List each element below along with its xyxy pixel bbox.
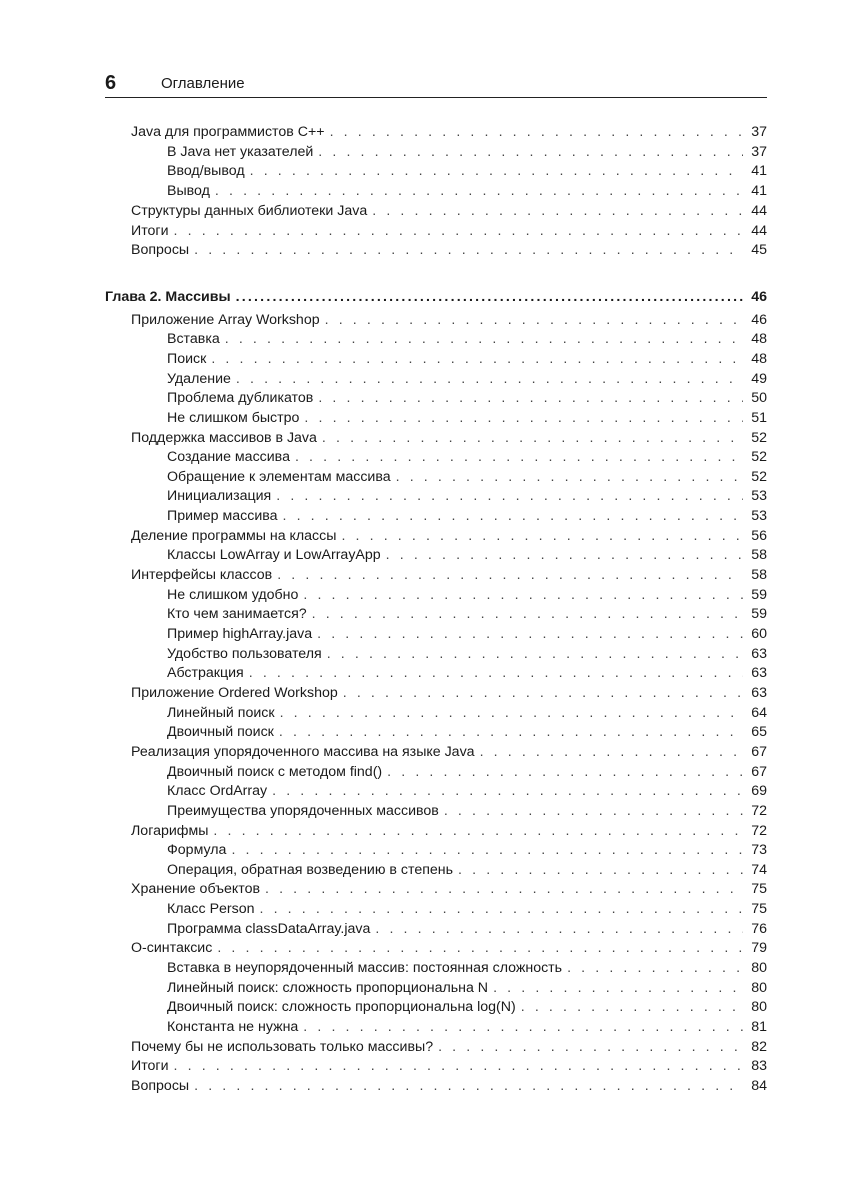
dot-leader [322,430,743,447]
dot-leader [312,606,743,623]
toc-entry-page: 75 [751,881,767,898]
toc-entry-title: Двоичный поиск [167,724,274,741]
toc-entry-title: Деление программы на классы [131,527,337,544]
toc-entry-title: Приложение Ordered Workshop [131,684,338,701]
toc-entry-title: Поддержка массивов в Java [131,429,317,446]
toc-entry [167,485,767,505]
toc-entry-title: Вывод [167,183,210,200]
toc-entry-page: 72 [751,822,767,839]
dot-leader [303,587,743,604]
dot-leader [372,203,743,220]
toc-entry [167,996,767,1016]
toc-entry-title: Логарифмы [131,822,209,839]
toc-entry-title: Преимущества упорядоченных массивов [167,802,439,819]
dot-leader [480,744,743,761]
toc-entry-page: 58 [751,547,767,564]
toc-entry-page: 73 [751,842,767,859]
toc-entry-title: Итоги [131,222,169,239]
toc-entry [131,427,767,447]
dot-leader [276,488,743,505]
toc-entry-title: Не слишком быстро [167,409,300,426]
toc-entry-title: Хранение объектов [131,881,260,898]
toc-entry [131,1055,767,1075]
dot-leader [386,547,743,564]
toc-entry-page: 81 [751,1019,767,1035]
toc-entry-page: 72 [751,802,767,819]
toc-entry-title: Программа classDataArray.java [167,920,371,937]
toc-entry-title: Линейный поиск [167,704,275,721]
dot-leader [213,823,743,840]
toc-entry-title: Двоичный поиск с методом find() [167,763,383,780]
toc-entry-title: Операция, обратная возведению в степень [167,861,454,878]
toc-entry-page: 76 [751,920,767,937]
toc-entry [167,348,767,368]
toc-entry [167,387,767,407]
toc-entry-page: 49 [751,370,767,387]
toc-entry-title: Классы LowArray и LowArrayApp [167,547,381,564]
toc-entry [131,200,767,220]
toc-entry [131,525,767,545]
toc-entry [167,544,767,564]
toc-entry-page: 58 [751,567,767,583]
toc-entry-title: Ввод/вывод [167,163,245,180]
dot-leader [458,862,743,879]
toc-entry [131,937,767,957]
toc-entry [167,160,767,180]
toc-entry-page: 50 [751,390,767,407]
toc-entry [167,859,767,879]
dot-leader [295,449,743,466]
dot-leader [318,390,743,407]
dot-leader [375,921,743,938]
dot-leader [318,144,743,161]
toc-entry-title: Вставка [167,331,220,348]
dot-leader [317,626,743,643]
toc-entry [131,564,767,584]
dot-leader [304,410,743,427]
toc-entry-page: 48 [751,331,767,348]
dot-leader [211,351,743,368]
toc-entry-page: 37 [751,124,767,140]
toc-entry-page: 53 [751,488,767,505]
dot-leader [438,1039,743,1056]
dot-leader [231,842,743,859]
page-number: 6 [105,72,117,94]
toc-entry-page: 52 [751,449,767,466]
toc-entry-page: 67 [751,743,767,760]
toc-entry-page: 56 [751,527,767,544]
toc-entry-page: 74 [751,861,767,878]
dot-leader [396,469,743,486]
toc-entry-title: Почему бы не использовать только массивы? [131,1038,434,1055]
toc-entry-title: Итоги [131,1058,169,1075]
toc-entry [167,407,767,427]
toc-entry-title: Java для программистов C++ [131,124,325,140]
dot-leader [330,124,743,141]
toc-entry-page: 51 [751,409,767,426]
toc-entry-title: Класс Person [167,901,255,918]
toc-entry-page: 80 [751,979,767,996]
toc-entry [131,820,767,840]
toc-entry-title: Структуры данных библиотеки Java [131,202,368,219]
dot-leader [341,528,743,545]
dot-leader [249,665,743,682]
dot-leader [387,764,743,781]
toc-entry [167,643,767,663]
toc-entry [167,761,767,781]
toc-entry-title: Пример массива [167,508,278,525]
dot-leader [260,901,743,918]
dot-leader [272,783,743,800]
toc-entry-title: Удаление [167,370,231,387]
toc-entry [167,505,767,525]
dot-leader [194,242,743,259]
toc-entry-title: Линейный поиск: сложность пропорциональна N [167,979,489,996]
toc-entry [167,446,767,466]
toc-entry-page: 65 [751,724,767,741]
toc-entry [167,898,767,918]
toc-entry [131,741,767,761]
toc-entry-page: 41 [751,183,767,200]
toc-entry-page: 64 [751,704,767,721]
toc-entry [131,1075,767,1095]
dot-leader [174,223,743,240]
dot-leader [493,980,743,997]
toc-entry-page: 63 [751,684,767,701]
dot-leader [174,1058,743,1075]
toc-entry-title: Интерфейсы классов [131,567,273,583]
toc-entry [167,603,767,623]
dot-leader [194,1078,743,1095]
toc-entry [167,466,767,486]
toc-entry-page: 69 [751,783,767,800]
toc-entry-page: 83 [751,1058,767,1075]
toc-entry-page: 52 [751,468,767,485]
dot-leader [444,803,743,820]
dot-leader [325,312,743,329]
toc-entry [167,623,767,643]
dot-leader [265,881,743,898]
toc-entry-page: 84 [751,1077,767,1094]
toc-entry-page: 46 [751,311,767,328]
toc-entry-title: Реализация упорядоченного массива на языке Java [131,743,475,760]
toc-entry [167,584,767,604]
toc-entry-page: 46 [751,289,767,305]
toc-entry-page: 44 [751,222,767,239]
toc-entry [167,662,767,682]
dot-leader [215,183,743,200]
toc-entry-title: Не слишком удобно [167,586,299,603]
toc-entry [167,141,767,161]
toc-entry [167,918,767,938]
toc-entry [131,309,767,329]
toc-entry-title: Константа не нужна [167,1019,299,1035]
toc-entry-page: 67 [751,763,767,780]
toc-entry [167,780,767,800]
toc-entry [167,839,767,859]
toc-entry-title: O-синтаксис [131,940,213,957]
toc-entry [167,800,767,820]
dot-leader [521,999,743,1016]
toc-entry [167,368,767,388]
toc-entry-page: 59 [751,586,767,603]
dot-leader [343,685,743,702]
toc-entry-title: Формула [167,842,227,859]
toc-entry-title: Поиск [167,350,207,367]
dot-leader [327,646,743,663]
toc-entry-page: 41 [751,163,767,180]
toc-entry-page: 82 [751,1038,767,1055]
dot-leader [279,724,743,741]
toc-entry-title: В Java нет указателей [167,143,314,160]
toc-entry-title: Кто чем занимается? [167,606,307,623]
toc-entry-title: Вопросы [131,242,190,259]
toc-entry-page: 60 [751,626,767,642]
toc-entry-title: Инициализация [167,488,272,505]
toc-entry-title: Удобство пользователя [167,645,322,662]
toc-entry-page: 37 [751,143,767,160]
dot-leader [236,289,743,306]
toc-entry [167,977,767,997]
toc-entry-page: 63 [751,665,767,682]
dot-leader [567,960,743,977]
toc-entry-title: Глава 2. Массивы [105,289,231,305]
toc-entry-page: 79 [751,940,767,957]
toc-entry [167,721,767,741]
dot-leader [225,331,743,348]
toc-entry-title: Пример highArray.java [167,626,313,642]
dot-leader [277,567,743,584]
toc-entry-page: 45 [751,242,767,259]
toc-entry-page: 53 [751,508,767,525]
toc-entry [167,957,767,977]
dot-leader [303,1019,743,1036]
running-title: Оглавление [161,75,245,92]
toc-entry-title: Обращение к элементам массива [167,468,391,485]
dot-leader [217,940,743,957]
toc-entry-title: Проблема дубликатов [167,390,314,407]
toc-entry-title: Абстракция [167,665,244,682]
toc-entry-title: Создание массива [167,449,290,466]
toc-entry-page: 75 [751,901,767,918]
toc-entry-page: 80 [751,960,767,976]
toc-entry-page: 52 [751,429,767,446]
toc-entry [131,239,767,259]
toc-entry-title: Вопросы [131,1077,190,1094]
toc-entry [131,220,767,240]
dot-leader [236,371,743,388]
toc-entry-page: 48 [751,350,767,367]
toc-chapter-entry [105,286,767,306]
toc-entry [131,1036,767,1056]
toc-entry [167,1016,767,1036]
toc-entry-title: Двоичный поиск: сложность пропорциональна log(N) [167,999,516,1016]
toc-entry-page: 44 [751,202,767,219]
toc-entry-title: Вставка в неупорядоченный массив: постоянная сложность [167,960,563,976]
dot-leader [280,705,743,722]
toc-entry-page: 80 [751,999,767,1016]
toc-entry [167,702,767,722]
toc-entry-title: Класс OrdArray [167,783,268,800]
toc-entry-page: 63 [751,645,767,662]
toc-entry [131,682,767,702]
dot-leader [250,163,743,180]
toc-entry [167,180,767,200]
dot-leader [283,508,743,525]
toc-entry-page: 59 [751,606,767,623]
toc-entry [131,121,767,141]
toc-entry [131,878,767,898]
toc-entry [167,328,767,348]
toc-entry-title: Приложение Array Workshop [131,311,320,328]
